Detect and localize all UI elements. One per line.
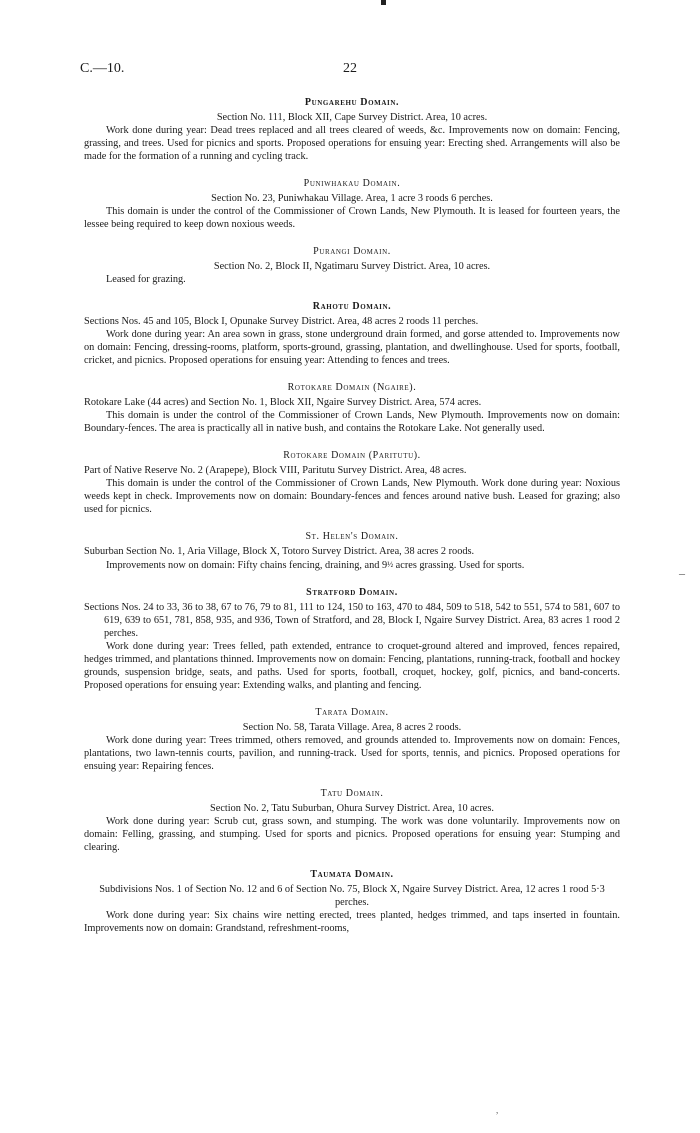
section-description: Section No. 58, Tarata Village. Area, 8 acres 2 roods. xyxy=(242,722,462,733)
section-heading: St. Helen's Domain. xyxy=(305,531,399,542)
section-heading: Pungarehu Domain. xyxy=(304,97,400,108)
margin-tick: , xyxy=(496,1105,499,1115)
section-body: Work done during year: Scrub cut, grass sown, and stumping. The work was done voluntarily. Improvements now on domain: Felling, grassing, and stumping. Used for sports and picnics. Proposed operations for ensuing year: Stumping and clearing. xyxy=(84,816,620,853)
margin-mark: – xyxy=(679,566,685,580)
section-heading: Rahotu Domain. xyxy=(312,301,392,312)
section-body: Work done during year: Trees trimmed, others removed, and grounds attended to. Improvements now on domain: Fences, plantations, two lawn-tennis courts, pavilion, and running-track. Used for sports, tennis, and picnics. Proposed operations for ensuing year: Repairing fences. xyxy=(84,735,620,772)
body-text: Improvements now on domain: Fifty chains fencing, draining, and 9 xyxy=(106,560,388,571)
section-body: Work done during year: An area sown in grass, stone underground drain formed, and gorse attended to. Improvements now on domain: Fencing, dressing-rooms, platform, sports-ground, grassing, plantation, and dwellinghouse. Used for sports, football, cricket, and picnics. Proposed operations for ensuing year: Attending to fences and trees. xyxy=(84,329,620,366)
section-taumata-domain xyxy=(84,868,620,935)
page-number: 22 xyxy=(343,61,357,76)
section-puniwhakau-domain xyxy=(84,177,620,231)
body-text: acres grassing. Used for sports. xyxy=(393,560,525,571)
section-body: Work done during year: Six chains wire netting erected, trees planted, hedges trimmed, and taps inserted in fountain. Improvements now on domain: Grandstand, refreshment-rooms, xyxy=(84,910,620,934)
section-rotokare-domain-paritutu xyxy=(84,449,620,516)
section-body: This domain is under the control of the Commissioner of Crown Lands, New Plymouth. Improvements now on domain: Boundary-fences. The area is practically all in native bush, and contains the Rotokare Lake. Not generally used. xyxy=(84,410,620,434)
section-heading: Rotokare Domain (Ngaire). xyxy=(287,382,417,393)
section-stratford-domain xyxy=(84,586,620,692)
section-body xyxy=(84,558,620,572)
section-body: This domain is under the control of the Commissioner of Crown Lands, New Plymouth. It is leased for fourteen years, the lessee being required to keep down noxious weeds. xyxy=(84,206,620,230)
section-body: Work done during year: Trees felled, path extended, entrance to croquet-ground altered and improved, fences repaired, hedges trimmed, and plantations thinned. Improvements now on domain: Fencing, plantations, running-track, football and hockey grounds, suspension bridge, seats, and paths. Used for sports, football, croquet, hockey, golf, picnics, and band-concerts. Proposed operations for ensuing year: Extending walks, and planting and fencing. xyxy=(84,641,620,691)
section-heading: Taumata Domain. xyxy=(310,869,394,880)
section-rotokare-domain-ngaire xyxy=(84,381,620,435)
section-pungarehu-domain xyxy=(84,96,620,163)
section-body: Work done during year: Dead trees replaced and all trees cleared of weeds, &c. Improvements now on domain: Fencing, grassing, and trees. Used for picnics and sports. Proposed operations for ensuing year: Erecting shed. Arrangements will also be made for the formation of a running and cycling track. xyxy=(84,125,620,162)
running-head xyxy=(80,58,620,80)
section-description: Section No. 2, Tatu Suburban, Ohura Survey District. Area, 10 acres. xyxy=(210,803,494,814)
section-description: Part of Native Reserve No. 2 (Arapepe), Block VIII, Paritutu Survey District. Area, 48 acres. xyxy=(84,465,467,476)
section-description: Sections Nos. 45 and 105, Block I, Opunake Survey District. Area, 48 acres 2 roods 11 perches. xyxy=(84,316,479,327)
section-description: Subdivisions Nos. 1 of Section No. 12 and 6 of Section No. 75, Block X, Ngaire Survey District. Area, 12 acres 1 rood 5·3 perches. xyxy=(99,884,605,908)
fraction-half: ½ xyxy=(387,560,394,569)
section-description: Section No. 23, Puniwhakau Village. Area, 1 acre 3 roods 6 perches. xyxy=(211,193,493,204)
section-tatu-domain xyxy=(84,787,620,854)
section-tarata-domain xyxy=(84,706,620,773)
print-mark xyxy=(381,0,386,5)
section-description: Rotokare Lake (44 acres) and Section No. 1, Block XII, Ngaire Survey District. Area, 574 acres. xyxy=(84,397,482,408)
document-page xyxy=(80,58,620,935)
section-description: Section No. 111, Block XII, Cape Survey District. Area, 10 acres. xyxy=(216,112,488,123)
section-body: This domain is under the control of the Commissioner of Crown Lands, New Plymouth. Work done during year: Noxious weeds kept in check. Improvements now on domain: Boundary-fences and fences around native bush. Leased for grazing; also used for picnics. xyxy=(84,478,620,515)
section-purangi-domain xyxy=(84,245,620,286)
section-heading: Puniwhakau Domain. xyxy=(303,178,401,189)
section-st-helens-domain xyxy=(84,530,620,572)
section-heading: Tarata Domain. xyxy=(315,707,389,718)
section-heading: Rotokare Domain (Paritutu). xyxy=(283,450,421,461)
section-rahotu-domain xyxy=(84,300,620,367)
section-heading: Stratford Domain. xyxy=(306,587,398,598)
section-body: Leased for grazing. xyxy=(106,274,186,285)
section-description: Sections Nos. 24 to 33, 36 to 38, 67 to 76, 79 to 81, 111 to 124, 150 to 163, 470 to 484, 509 to 518, 542 to 551, 574 to 581, 607 to 619, 639 to 651, 781, 858, 935, and 936, Town of Stratford, and 28, Block I, Ngaire Survey District. Area, 83 acres 1 rood 2 perches. xyxy=(84,602,620,639)
section-heading: Purangi Domain. xyxy=(313,246,391,257)
section-description: Section No. 2, Block II, Ngatimaru Survey District. Area, 10 acres. xyxy=(213,261,491,272)
document-reference: C.—10. xyxy=(80,61,125,76)
section-description: Suburban Section No. 1, Aria Village, Block X, Totoro Survey District. Area, 38 acres 2 roods. xyxy=(84,546,475,557)
section-heading: Tatu Domain. xyxy=(320,788,384,799)
